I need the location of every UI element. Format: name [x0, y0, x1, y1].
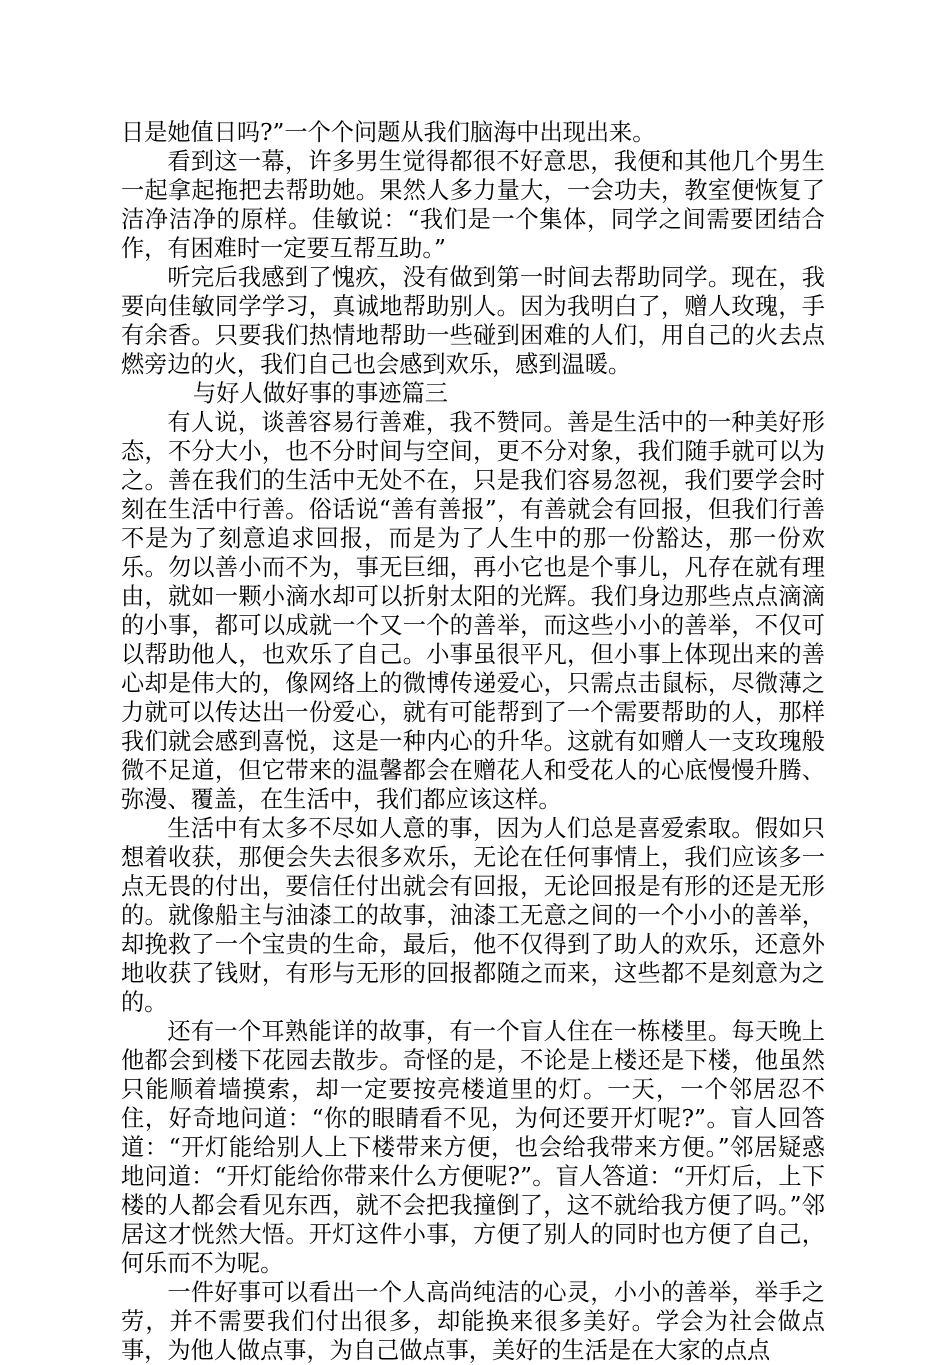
paragraph-continuation: 日是她值日吗?”一个个问题从我们脑海中出现出来。 [121, 119, 656, 146]
paragraph-reflection: 听完后我感到了愧疚，没有做到第一时间去帮助同学。现在，我要向佳敏同学学习，真诚地帮助别人。因为我明白了，赠人玫瑰，手有余香。只要我们热情地帮助一些碰到困难的人们，用自己的火去点燃旁边的火，我们自己也会感到欢乐，感到温暖。 [121, 264, 825, 378]
document-body [121, 118, 825, 1365]
paragraph-kindness: 有人说，谈善容易行善难，我不赞同。善是生活中的一种美好形态，不分大小，也不分时间与空间，更不分对象，我们随手就可以为之。善在我们的生活中无处不在，只是我们容易忽视，我们要学会时刻在生活中行善。俗话说“善有善报”，有善就会有回报，但我们行善不是为了刻意追求回报，而是为了人生中的那一份豁达，那一份欢乐。勿以善小而不为，事无巨细，再小它也是个事儿，凡存在就有理由，就如一颗小滴水却可以折射太阳的光辉。我们身边那些点点滴滴的小事，都可以成就一个又一个的善举，而这些小小的善举，不仅可以帮助他人，也欢乐了自己。小事虽很平凡，但小事上体现出来的善心却是伟大的，像网络上的微博传递爱心，只需点击鼠标，尽微薄之力就可以传达出一份爱心，就有可能帮到了一个需要帮助的人，那样我们就会感到喜悦，这是一种内心的升华。这就有如赠人一支玫瑰般微不足道，但它带来的温馨都会在赠花人和受花人的心底慢慢升腾、弥漫、覆盖，在生活中，我们都应该这样。 [121, 409, 825, 813]
section-heading: 与好人做好事的事迹篇三 [192, 380, 448, 407]
paragraph-blind-man-story: 还有一个耳熟能详的故事，有一个盲人住在一栋楼里。每天晚上他都会到楼下花园去散步。奇怪的是，不论是上楼还是下楼，他虽然只能顺着墙摸索，却一定要按亮楼道里的灯。一天，一个邻居忍不住，好奇地问道：“你的眼睛看不见，为何还要开灯呢?”。盲人回答道：“开灯能给别人上下楼带来方便，也会给我带来方便。”邻居疑惑地问道：“开灯能给你带来什么方便呢?”。盲人答道：“开灯后，上下楼的人都会看见东西，就不会把我撞倒了，这不就给我方便了吗。”邻居这才恍然大悟。开灯这件小事，方便了别人的同时也方便了自己，何乐而不为呢。 [121, 1018, 825, 1277]
paragraph-giving: 生活中有太多不尽如人意的事，因为人们总是喜爱索取。假如只想着收获，那便会失去很多欢乐，无论在任何事情上，我们应该多一点无畏的付出，要信任付出就会有回报，无论回报是有形的还是无形的。就像船主与油漆工的故事，油漆工无意之间的一个小小的善举，却挽救了一个宝贵的生命，最后，他不仅得到了助人的欢乐，还意外地收获了钱财，有形与无形的回报都随之而来，这些都不是刻意为之的。 [121, 815, 825, 1016]
paragraph-helping-classmate: 看到这一幕，许多男生觉得都很不好意思，我便和其他几个男生一起拿起拖把去帮助她。果然人多力量大，一会功夫，教室便恢复了洁净洁净的原样。佳敏说：“我们是一个集体，同学之间需要团结合作，有困难时一定要互帮互助。” [121, 148, 825, 262]
paragraph-conclusion: 一件好事可以看出一个人高尚纯洁的心灵，小小的善举，举手之劳，并不需要我们付出很多，却能换来很多美好。学会为社会做点事，为他人做点事，为自己做点事，美好的生活是在大家的点点 [121, 1279, 825, 1364]
